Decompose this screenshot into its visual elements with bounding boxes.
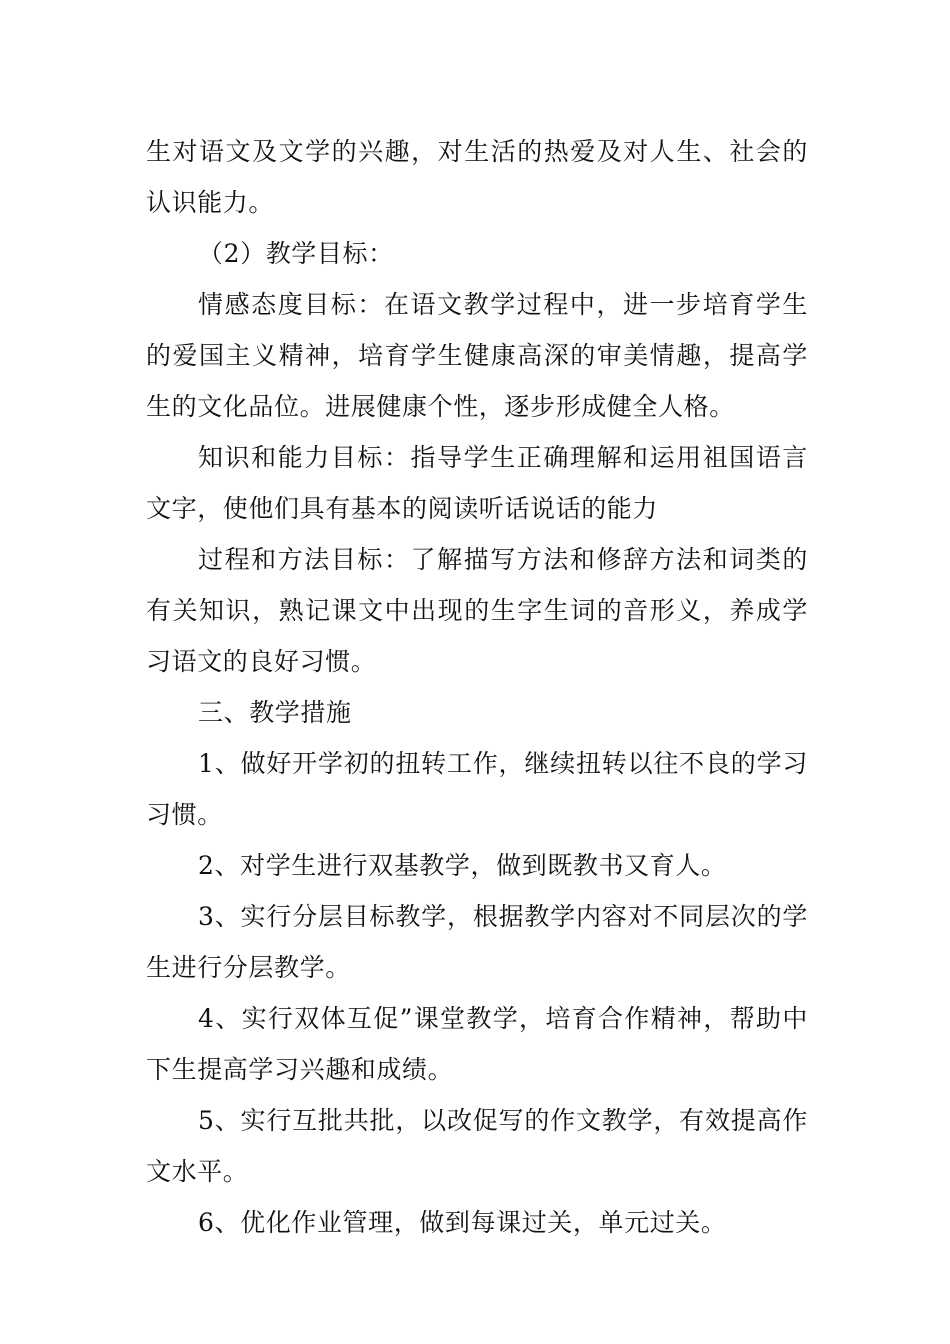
measure-item-3: 3、实行分层目标教学，根据教学内容对不同层次的学生进行分层教学。 bbox=[146, 902, 808, 982]
paragraph-knowledge-goal: 知识和能力目标：指导学生正确理解和运用祖国语言文字，使他们具有基本的阅读听话说话的能力 bbox=[146, 443, 808, 523]
measure-item-5: 5、实行互批共批，以改促写的作文教学，有效提高作文水平。 bbox=[146, 1106, 808, 1186]
paragraph-teaching-goals-heading: （2）教学目标： bbox=[198, 239, 394, 268]
section-heading-measures: 三、教学措施 bbox=[198, 698, 352, 727]
measure-item-1: 1、做好开学初的扭转工作，继续扭转以往不良的学习习惯。 bbox=[146, 749, 808, 829]
paragraph-process-goal: 过程和方法目标：了解描写方法和修辞方法和词类的有关知识，熟记课文中出现的生字生词的音形义，养成学习语文的良好习惯。 bbox=[146, 545, 808, 676]
document-body bbox=[146, 126, 808, 1248]
measure-item-2: 2、对学生进行双基教学，做到既教书又育人。 bbox=[198, 851, 727, 880]
measure-item-6: 6、优化作业管理，做到每课过关，单元过关。 bbox=[198, 1208, 727, 1237]
measure-item-4: 4、实行双体互促”课堂教学，培育合作精神，帮助中下生提高学习兴趣和成绩。 bbox=[146, 1004, 808, 1084]
paragraph-emotional-goal: 情感态度目标：在语文教学过程中，进一步培育学生的爱国主义精神，培育学生健康高深的审美情趣，提高学生的文化品位。进展健康个性，逐步形成健全人格。 bbox=[146, 290, 808, 421]
paragraph-continuation: 生对语文及文学的兴趣，对生活的热爱及对人生、社会的认识能力。 bbox=[146, 137, 808, 217]
